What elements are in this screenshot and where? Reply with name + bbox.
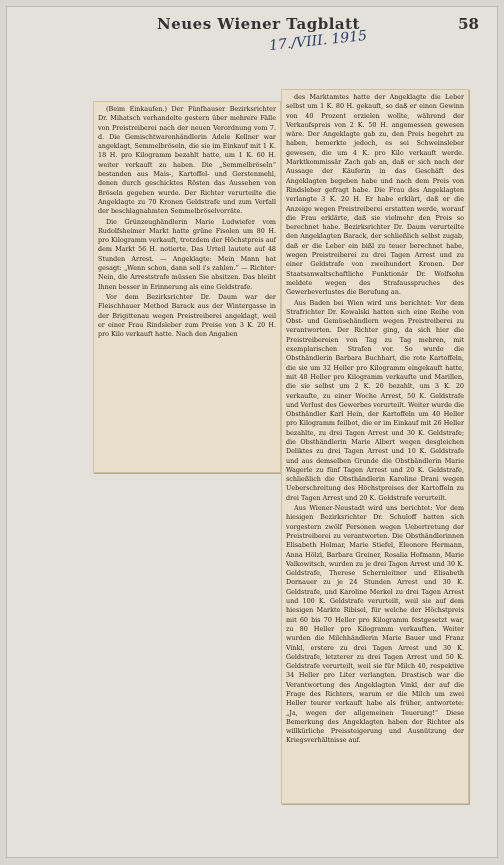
clipping-paragraph: Die Grünzeughändlerin Marie Ludwiefer vom Rudolfsheimer Markt hatte grüne Fisolen um 80 H. pro Kilogramm verkauft, trotzdem der Höchstpreis auf dem Markt 56 H. notierte. Das Urteil lautete auf 48 Stunden Arrest. — Angeklagte: Mein Mann hat gesagt: „Wenn schon, dann soll i's zahlen.“ — Richter: Nein, die Arreststrafe müssen Sie absitzen. Das bleibt Ihnen besser in Erinnerung als eine Geldstrafe. — [98, 217, 276, 291]
clipping-paragraph: (Beim Einkaufen.) Der Fünfhauser Bezirksrichter Dr. Mihatsch verhandelte gestern über mehrere Fälle von Preistreiberei nach der neuen Verordnung vom 7. d. Die Gemischtwarenhändlerin Adele Kellner war angeklagt, Semmelbröseln, die sie im Einkauf mit 1 K. 18 H. pro Kilogramm bezahlt hatte, um 1 K. 60 H. weiter verkauft zu haben. Die „Semmelbröseln“ bestanden aus Mais-, Kartoffel- und Gerstenmehl, denen durch geschicktes Rösten das Aussehen von Bröseln gegeben wurde. Der Richter verurteilte die Angeklagte zu 70 Kronen Geldstrafe und zum Verfall der beschlagnahmten Semmelbröselvorräte. — [98, 105, 276, 216]
page-number: 58 — [458, 15, 479, 33]
clipping-right — [281, 89, 469, 804]
clipping-paragraph: des Marktamtes hatte der Angeklagte die Leber selbst um 1 K. 80 H. gekauft, so daß er einen Gewinn von 40 Prozent erzielen wollte, während der Verkaufspreis von 2 K. 50 H. angemessen gewesen wäre. Der Angeklagte gab zu, den Preis begehrt zu haben, bemerkte jedoch, es sei Schweinsleber gewesen, die um 4 K. pro Kilo verkauft werde. Marktkommissär Zach gab an, daß er sich nach der Aussage der Käuferin in das Geschäft des Angeklagten begeben habe und nach dem Preis von Rindsleber gefragt habe. Die Frau des Angeklagten verlangte 3 K. 20 H. Er habe erklärt, daß er die Anzeige wegen Preistreiberei erstatten werde, worauf die Frau erklärte, daß sie vielmehr den Preis so berechnet habe. Bezirksrichter Dr. Daum verurteilte den Angeklagten Barack, der schließlich selbst zugab, daß er die Leber ein bißl zu teuer berechnet habe, wegen Preistreiberei zu drei Tagen Arrest und zu einer Geldstrafe von zweihundert Kronen. Der Staatsanwaltschaftliche Funktionär Dr. Wolfsohn meldete wegen des Strafausspruches des Gewerbeverlustes die Berufung an. — [286, 93, 464, 297]
clipping-paragraph: Aus Baden bei Wien wird uns berichtet: Vor dem Strafrichter Dr. Kowalski hatten sich eine Reihe von Obst- und Gemüsehändlern wegen Preistreiberei zu verantworten. Der Richter ging, da sich hier die Preistreibereien von Tag zu Tag mehren, mit exemplarischen Strafen vor. So wurde die Obsthändlerin Barbara Buchhart, die rote Kartoffeln, die sie um 32 Heller pro Kilogramm eingekauft hatte, mit 48 Heller pro Kilogramm verkaufte und Marillen, die sie selbst um 2 K. 20 bezahlt, um 3 K. 20 verkaufte, zu einer Woche Arrest, 50 K. Geldstrafe und Verlust des Gewerbes verurteilt. Weiter wurde die Obsthändler Karl Hein, der Kartoffeln um 40 Heller pro Kilogramm feilbot, die er im Einkauf mit 26 Heller bezahlte, zu drei Tagen Arrest und 30 K. Geldstrafe; die Obsthändlerin Marie Albert wegen desgleichen Deliktes zu drei Tagen Arrest und 10 K. Geldstrafe und aus demselben Grunde die Obsthändlerin Marie Wagerle zu fünf Tagen Arrest und 20 K. Geldstrafe, schließlich die Obsthändlerin Karoline Drani wegen Ueberschreitung des Höchstpreises der Kartoffeln zu drei Tagen Arrest und 20 K. Geldstrafe verurteilt. — [286, 298, 464, 502]
clipping-left — [93, 101, 281, 473]
newspaper-title: Neues Wiener Tagblatt — [157, 15, 360, 33]
clipping-paragraph: Vor dem Bezirksrichter Dr. Daum war der Fleischhauer Method Barack aus der Wintergasse in der Brigittenau wegen Preistreiberei angeklagt, weil er einer Frau Rindsleber zum Preise von 3 K. 20 H. pro Kilo verkauft hatte. Nach den Angaben — [98, 292, 276, 339]
newspaper-sheet — [6, 6, 498, 858]
handwritten-date: 17./VIII. 1915 — [268, 27, 368, 55]
clipping-paragraph: Aus Wiener-Neustadt wird uns berichtet: Vor dem hiesigen Bezirksrichter Dr. Schuloff hatten sich vorgestern zwölf Personen wegen Uebertretung der Preistreiberei zu verantworten. Die Obsthändlerinnen Elisabeth Holmar, Marie Stiefel, Eleonore Hermann, Anna Hölzl, Barbara Greiner, Rosalia Hofmann, Marie Valkowitsch, wurden zu je drei Tagen Arrest und 30 K. Geldstrafe, Therese Schernleitner und Elisabeth Dornauer zu je 24 Stunden Arrest und 30 K. Geldstrafe, und Karoline Merkel zu drei Tagen Arrest und 100 K. Geldstrafe verurteilt, weil sie auf dem hiesigen Markte Ribisel, für welche der Höchstpreis mit 60 bis 70 Heller pro Kilogramm festgesetzt war, zu 80 Heller pro Kilogramm verkauften. Weiter wurden die Milchhändlerin Marie Bauer und Franz Vinkl, erstere zu drei Tagen Arrest und 30 K. Geldstrafe, letzterer zu drei Tagen Arrest und 50 K. Geldstrafe verurteilt, weil sie für Milch 40, respektive 34 Heller pro Liter verlangten. Drastisch war die Verantwortung des Angeklagten Vinkl, der auf die Frage des Richters, warum er die Milch um zwei Heller teurer verkauft habe als früher, antwortete: „Ja, wegen der allgemeinen Teuerung!“ Diese Bemerkung des Angeklagten haben der Richter als willkürliche Preissteigerung und Ausnützung der Kriegsverhältnisse auf. — [286, 504, 464, 745]
